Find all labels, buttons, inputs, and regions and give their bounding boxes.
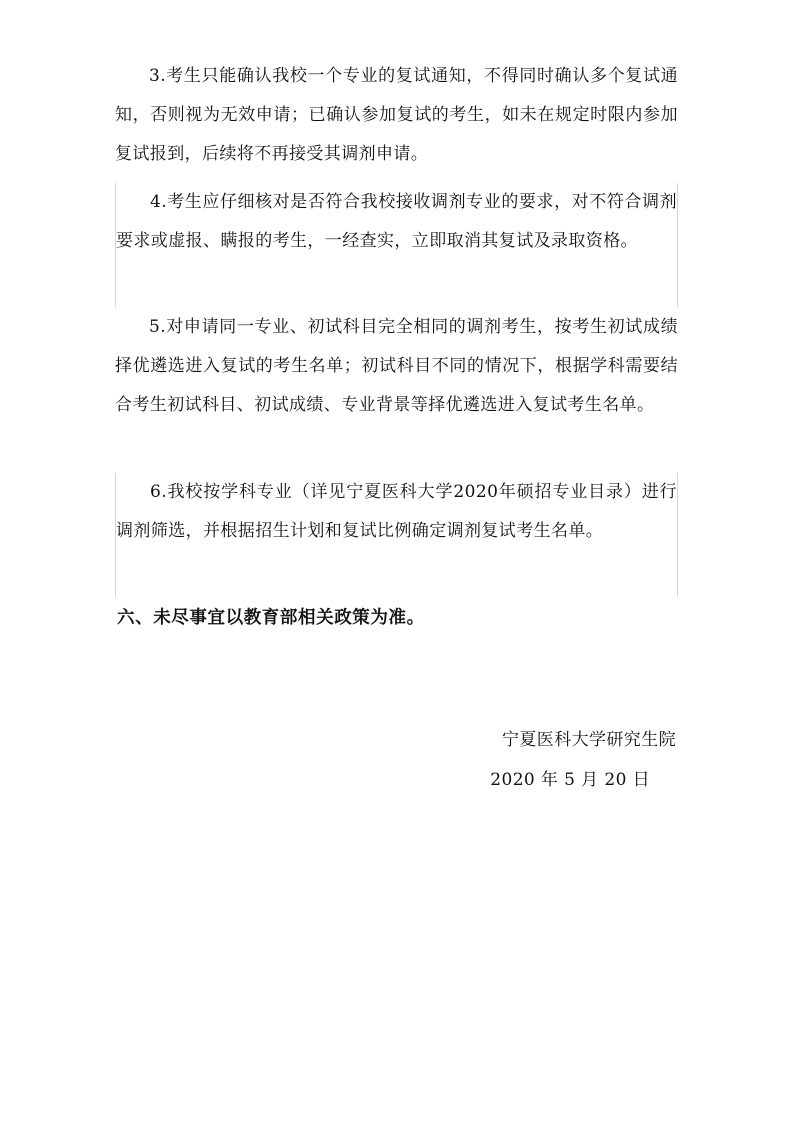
rule-paragraph-5: 5.对申请同一专业、初试科目完全相同的调剂考生，按考生初试成绩择优遴选进入复试的考生名单；初试科目不同的情况下，根据学科需要结合考生初试科目、初试成绩、专业背景等择优遴选进入复试考生名单。 — [115, 317, 678, 415]
rule-paragraph-3: 3.考生只能确认我校一个专业的复试通知，不得同时确认多个复试通知，否则视为无效申请；已确认参加复试的考生，如未在规定时限内参加复试报到，后续将不再接受其调剂申请。 — [115, 66, 678, 164]
signature-date: 2020 年 5 月 20 日 — [490, 770, 650, 790]
section-heading: 六、未尽事宜以教育部相关政策为准。 — [117, 608, 425, 628]
paragraph-block-5 — [115, 308, 678, 473]
paragraph-block-3 — [115, 57, 678, 183]
paragraph-block-4 — [115, 183, 678, 307]
rule-paragraph-6: 6.我校按学科专业（详见宁夏医科大学2020年硕招专业目录）进行调剂筛选，并根据招生计划和复试比例确定调剂复试考生名单。 — [116, 482, 677, 541]
paragraph-block-6 — [115, 473, 678, 597]
signature-organization: 宁夏医科大学研究生院 — [502, 730, 676, 750]
signature-block — [490, 722, 676, 798]
rule-paragraph-4: 4.考生应仔细核对是否符合我校接收调剂专业的要求，对不符合调剂要求或虚报、瞒报的考生，一经查实，立即取消其复试及录取资格。 — [116, 192, 677, 251]
